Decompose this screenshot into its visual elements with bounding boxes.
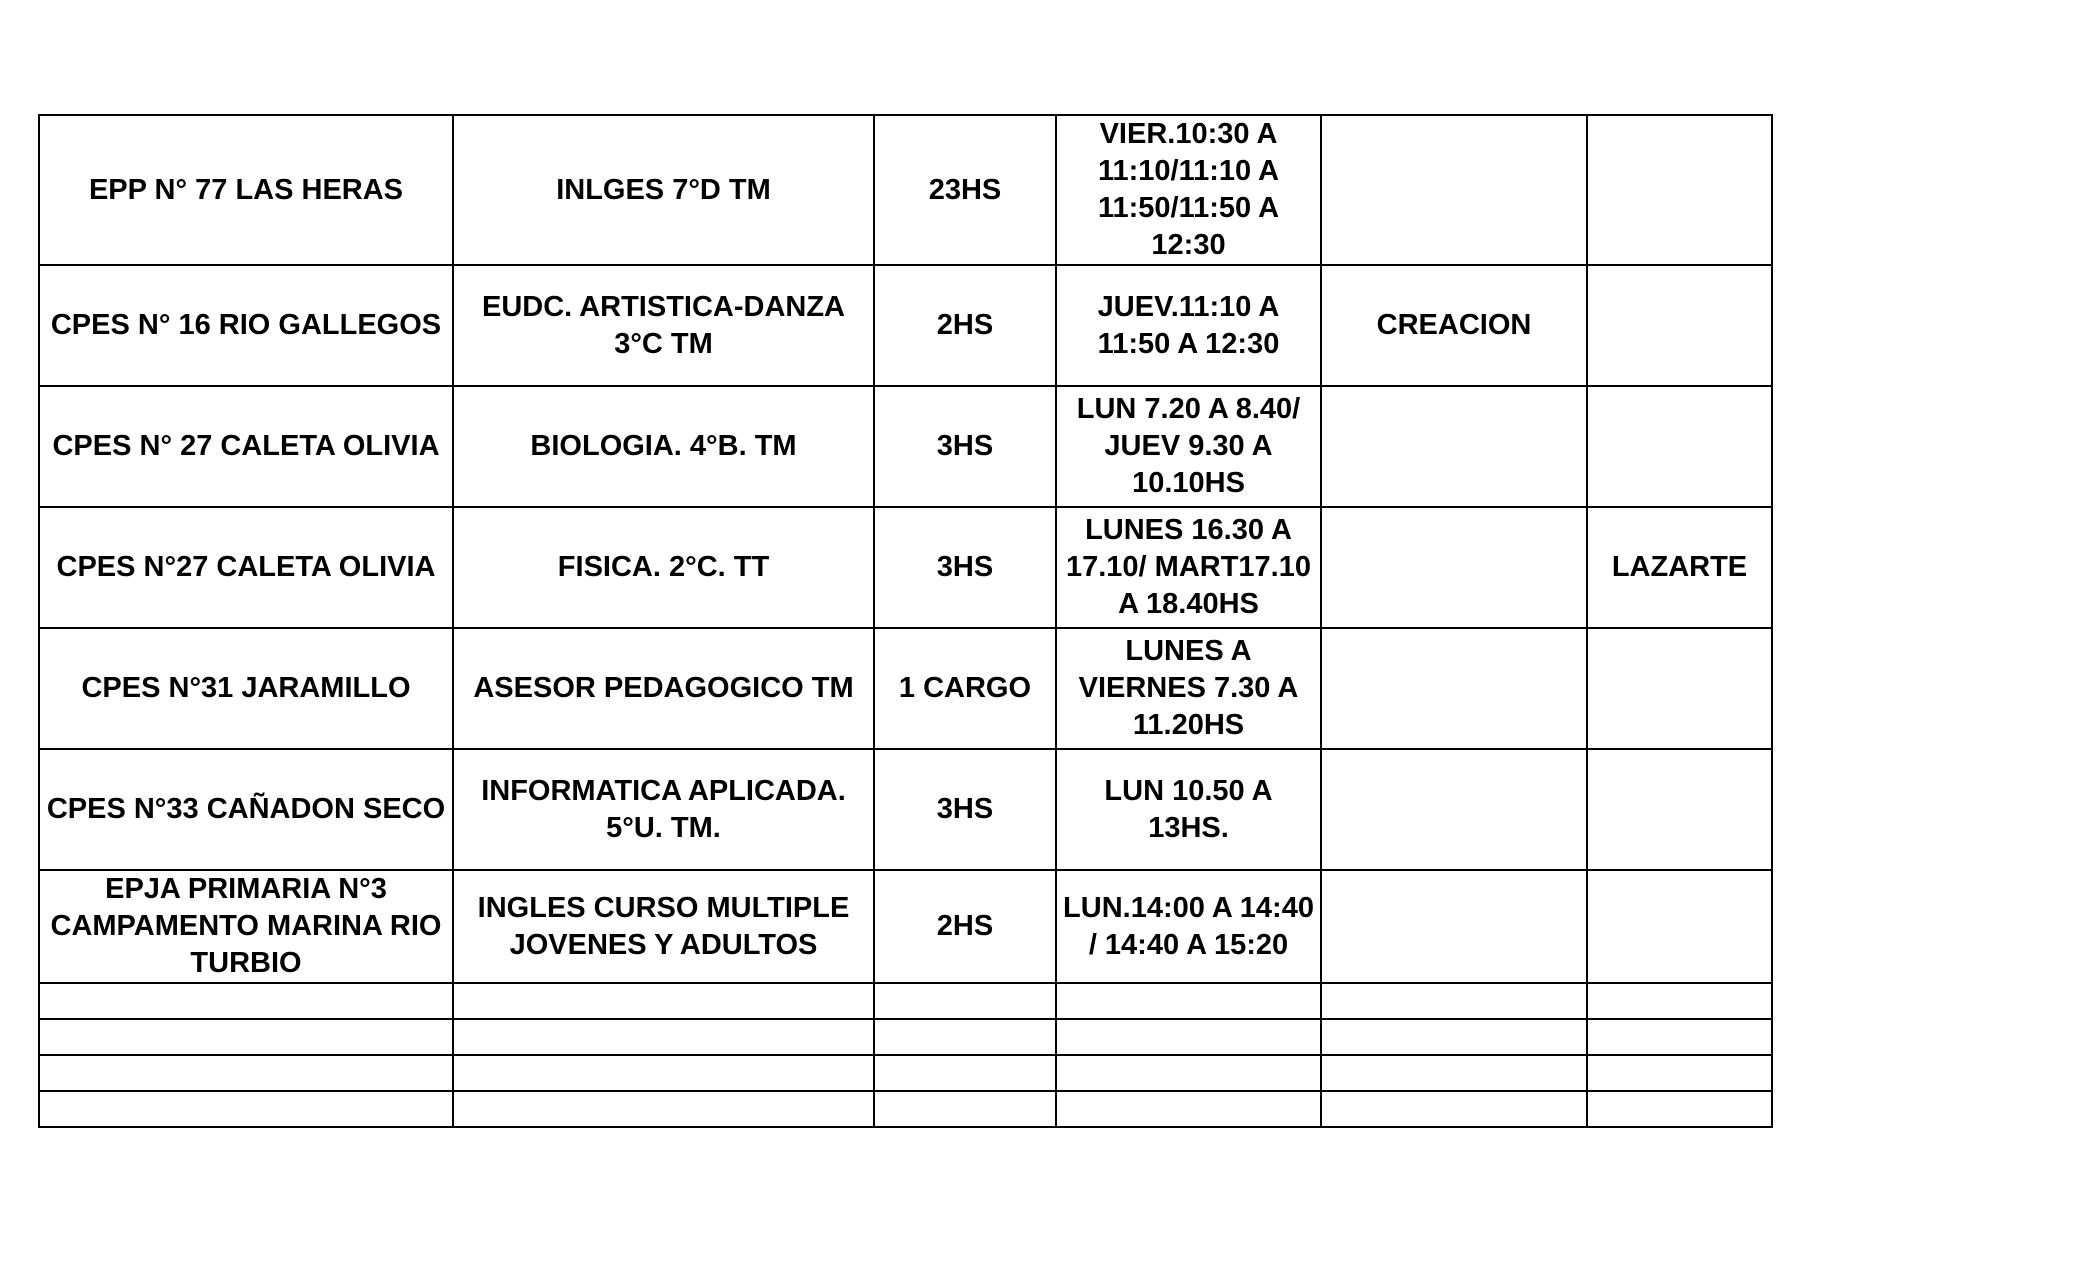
cell-schedule: VIER.10:30 A 11:10/11:10 A 11:50/11:50 A 12:30 xyxy=(1056,115,1321,265)
cell-subject: ASESOR PEDAGOGICO TM xyxy=(453,628,874,749)
cell-status xyxy=(1321,628,1587,749)
cell-name xyxy=(1587,115,1772,265)
cell-school: CPES N° 27 CALETA OLIVIA xyxy=(39,386,453,507)
empty-row xyxy=(39,1019,1772,1055)
empty-cell xyxy=(874,1091,1056,1127)
empty-cell xyxy=(1056,1091,1321,1127)
cell-schedule: JUEV.11:10 A 11:50 A 12:30 xyxy=(1056,265,1321,386)
table-row xyxy=(39,115,1772,265)
empty-cell xyxy=(1056,1055,1321,1091)
cell-schedule: LUN 7.20 A 8.40/ JUEV 9.30 A 10.10HS xyxy=(1056,386,1321,507)
empty-cell xyxy=(1321,1091,1587,1127)
cell-hours: 23HS xyxy=(874,115,1056,265)
empty-cell xyxy=(1056,983,1321,1019)
cell-name xyxy=(1587,386,1772,507)
empty-cell xyxy=(1587,1019,1772,1055)
cell-school: CPES N° 16 RIO GALLEGOS xyxy=(39,265,453,386)
cell-hours: 3HS xyxy=(874,749,1056,870)
empty-cell xyxy=(453,983,874,1019)
cell-name: LAZARTE xyxy=(1587,507,1772,628)
cell-schedule: LUN.14:00 A 14:40 / 14:40 A 15:20 xyxy=(1056,870,1321,983)
empty-cell xyxy=(874,983,1056,1019)
empty-cell xyxy=(1587,1091,1772,1127)
empty-cell xyxy=(1587,983,1772,1019)
cell-subject: BIOLOGIA. 4°B. TM xyxy=(453,386,874,507)
empty-cell xyxy=(1321,1055,1587,1091)
cell-hours: 3HS xyxy=(874,386,1056,507)
empty-cell xyxy=(453,1019,874,1055)
empty-cell xyxy=(1056,1019,1321,1055)
table-row xyxy=(39,265,1772,386)
cell-school: CPES N°27 CALETA OLIVIA xyxy=(39,507,453,628)
cell-status xyxy=(1321,507,1587,628)
schedule-table xyxy=(38,114,1773,1128)
cell-name xyxy=(1587,870,1772,983)
empty-cell xyxy=(39,983,453,1019)
cell-schedule: LUN 10.50 A 13HS. xyxy=(1056,749,1321,870)
cell-schedule: LUNES A VIERNES 7.30 A 11.20HS xyxy=(1056,628,1321,749)
empty-cell xyxy=(874,1019,1056,1055)
cell-name xyxy=(1587,265,1772,386)
empty-cell xyxy=(874,1055,1056,1091)
table-row xyxy=(39,386,1772,507)
empty-cell xyxy=(39,1019,453,1055)
cell-hours: 3HS xyxy=(874,507,1056,628)
empty-row xyxy=(39,1055,1772,1091)
empty-row xyxy=(39,983,1772,1019)
cell-name xyxy=(1587,628,1772,749)
cell-subject: INGLES CURSO MULTIPLE JOVENES Y ADULTOS xyxy=(453,870,874,983)
cell-subject: INLGES 7°D TM xyxy=(453,115,874,265)
table-row xyxy=(39,749,1772,870)
table-row xyxy=(39,507,1772,628)
table-row xyxy=(39,628,1772,749)
cell-hours: 2HS xyxy=(874,870,1056,983)
cell-hours: 1 CARGO xyxy=(874,628,1056,749)
empty-cell xyxy=(39,1055,453,1091)
cell-status xyxy=(1321,749,1587,870)
table-row xyxy=(39,870,1772,983)
cell-name xyxy=(1587,749,1772,870)
cell-status: CREACION xyxy=(1321,265,1587,386)
cell-school: EPP N° 77 LAS HERAS xyxy=(39,115,453,265)
cell-subject: INFORMATICA APLICADA. 5°U. TM. xyxy=(453,749,874,870)
empty-row xyxy=(39,1091,1772,1127)
cell-schedule: LUNES 16.30 A 17.10/ MART17.10 A 18.40HS xyxy=(1056,507,1321,628)
cell-status xyxy=(1321,115,1587,265)
cell-school: CPES N°33 CAÑADON SECO xyxy=(39,749,453,870)
empty-cell xyxy=(453,1055,874,1091)
empty-cell xyxy=(453,1091,874,1127)
cell-status xyxy=(1321,870,1587,983)
empty-cell xyxy=(1587,1055,1772,1091)
cell-subject: EUDC. ARTISTICA-DANZA 3°C TM xyxy=(453,265,874,386)
cell-subject: FISICA. 2°C. TT xyxy=(453,507,874,628)
empty-cell xyxy=(1321,983,1587,1019)
empty-cell xyxy=(39,1091,453,1127)
cell-hours: 2HS xyxy=(874,265,1056,386)
cell-school: EPJA PRIMARIA N°3 CAMPAMENTO MARINA RIO TURBIO xyxy=(39,870,453,983)
cell-school: CPES N°31 JARAMILLO xyxy=(39,628,453,749)
empty-cell xyxy=(1321,1019,1587,1055)
cell-status xyxy=(1321,386,1587,507)
